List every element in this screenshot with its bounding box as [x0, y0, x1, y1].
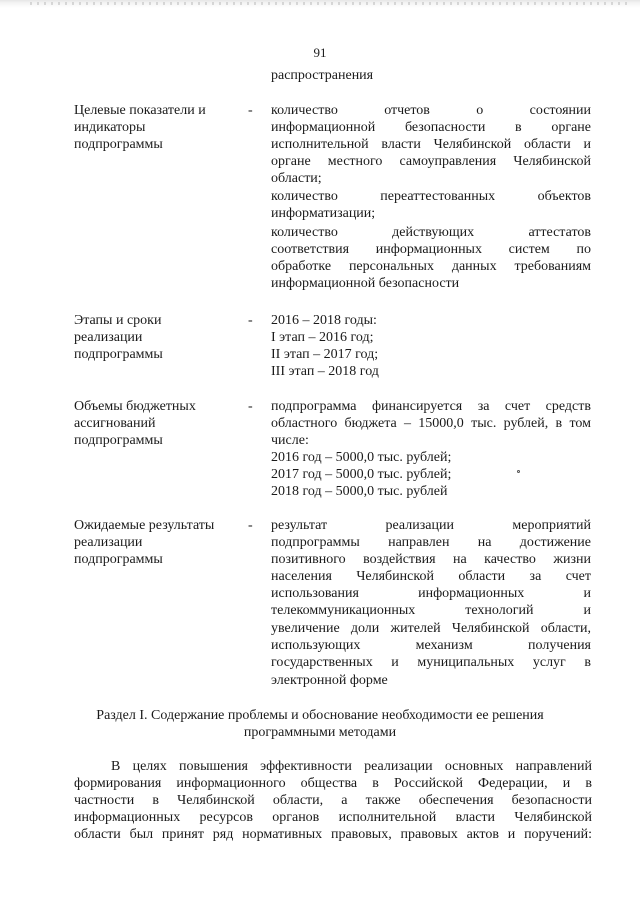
row-value-line: государственных и муниципальных услуг в [271, 655, 591, 670]
row-value-line: органе местного самоуправления Челябинской [271, 154, 591, 169]
row-value-line: информационной безопасности [271, 276, 460, 291]
row-value-line: увеличение доли жителей Челябинской области, [271, 621, 591, 636]
row-value-line: 2017 год – 5000,0 тыс. рублей; [271, 467, 452, 482]
row-value-line: электронной форме [271, 673, 388, 688]
row-value-line: 2018 год – 5000,0 тыс. рублей [271, 484, 448, 499]
page-number: 91 [313, 45, 327, 60]
row-value-line: количество переаттестованных объектов [271, 189, 591, 204]
row-label-line: индикаторы [74, 120, 146, 135]
paragraph-line: области был принят ряд нормативных правовых, правовых актов и поручений: [74, 827, 592, 842]
row-value-line: областного бюджета – 15000,0 тыс. рублей, в том [271, 416, 591, 431]
row-value-line: количество отчетов о состоянии [271, 103, 591, 118]
row-value-line: результат реализации мероприятий [271, 518, 591, 533]
row-label-line: подпрограммы [74, 137, 163, 152]
row-label-line: реализации [74, 535, 143, 550]
row-label-line: Объемы бюджетных [74, 399, 196, 414]
row-dash: - [248, 313, 253, 328]
row-value-line: использования информационных и [271, 586, 591, 601]
row-label-line: Ожидаемые результаты [74, 518, 215, 533]
scan-noise [30, 2, 630, 5]
paragraph-line: информационных ресурсов органов исполнительной власти Челябинской [74, 810, 592, 825]
row-dash: - [248, 399, 253, 414]
paragraph-line: частности в Челябинской области, а также обеспечения безопасности [74, 793, 592, 808]
row-value-line: использующих механизм получения [271, 638, 591, 653]
row-dash: - [248, 103, 253, 118]
row-dash: - [248, 518, 253, 533]
row-value-line: области; [271, 171, 322, 186]
row-value-line: исполнительной власти Челябинской области и [271, 137, 591, 152]
row-value-line: обработке персональных данных требованиям [271, 259, 591, 274]
paragraph-line: В целях повышения эффективности реализации основных направлений [111, 759, 592, 774]
row-value-line: I этап – 2016 год; [271, 330, 374, 345]
scan-speck [517, 470, 520, 473]
section-heading-line: программными методами [243, 725, 397, 740]
section-heading-line: Раздел I. Содержание проблемы и обоснование необходимости ее решения [96, 708, 544, 723]
row-value-line: информационной безопасности в органе [271, 120, 591, 135]
row-label-line: Целевые показатели и [74, 103, 206, 118]
row-value-line: телекоммуникационных технологий и [271, 603, 591, 618]
row-value-line: подпрограмма финансируется за счет средств [271, 399, 591, 414]
row-value-line: соответствия информационных систем по [271, 242, 591, 257]
row-label-line: реализации [74, 330, 143, 345]
row-value-line: II этап – 2017 год; [271, 347, 379, 362]
paragraph-line: формирования информационного общества в Российской Федерации, и в [74, 776, 592, 791]
row-value-line: III этап – 2018 год [271, 364, 379, 379]
row-value-line: подпрограммы направлен на достижение [271, 535, 591, 550]
row-value-line: информатизации; [271, 206, 376, 221]
row-value-line: населения Челябинской области за счет [271, 569, 591, 584]
row-label-line: подпрограммы [74, 347, 163, 362]
row-label-line: подпрограммы [74, 433, 163, 448]
row-value-line: числе: [271, 433, 309, 448]
row-label-line: Этапы и сроки [74, 313, 162, 328]
row-value-line: позитивного воздействия на качество жизни [271, 552, 591, 567]
row-label-line: подпрограммы [74, 552, 163, 567]
row-value-line: 2016 – 2018 годы: [271, 313, 377, 328]
row-value-line: количество действующих аттестатов [271, 225, 591, 240]
row-value-line: 2016 год – 5000,0 тыс. рублей; [271, 450, 452, 465]
row-label-line: ассигнований [74, 416, 156, 431]
continuation-text: распространения [271, 68, 374, 83]
